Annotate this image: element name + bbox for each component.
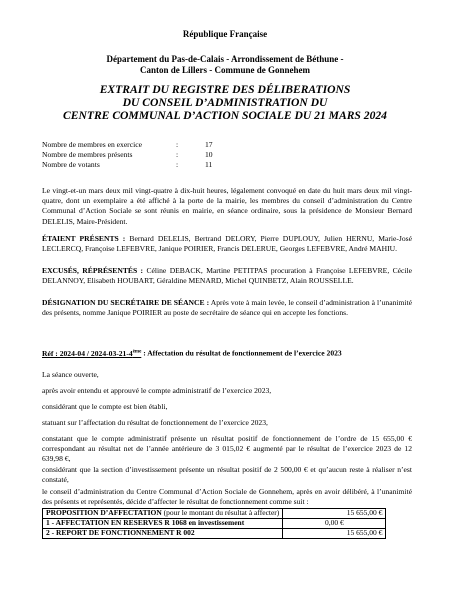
table-header-label: PROPOSITION D’AFFECTATION (pour le montant du résultat à affecter) [43, 509, 283, 519]
table-row-label: 1 - AFFECTATION EN RESERVES R 1068 en investissement [43, 519, 283, 529]
member-counts [42, 140, 262, 172]
body-paragraph: considérant que la section d’investissement présente un résultat positif de 2 500,00 € et qu’aucun reste à réaliser n’est constaté, [42, 465, 412, 485]
table-header-row [43, 509, 386, 519]
body-paragraph: constatant que le compte administratif présente un résultat positif de fonctionnement de l’ordre de 15 655,00 € correspondant au résultat net de l’année antérieure de 3 015,02 € augmenté par le résultat de l’exercice 2023 de 12 639,98 €, [42, 434, 412, 464]
intro-paragraph: Le vingt-et-un mars deux mil vingt-quatre à dix-huit heures, légalement convoqué en date du huit mars deux mil vingt-quatre, dont un exemplaire a été affiché à la porte de la mairie, les membres du conseil d’administration du Centre Communal d’Action Sociale se sont réunis en mairie, en séance ordinaire, sous la présidence de Monsieur Bernard DELELIS, Maire-Président. [42, 186, 412, 226]
allocation-table [42, 508, 386, 539]
count-value: 17 [205, 140, 213, 149]
excuses-paragraph [42, 266, 412, 286]
table-row-label: 2 - REPORT DE FONCTIONNEMENT R 002 [43, 529, 283, 539]
table-row-value: 0,00 € [283, 519, 386, 529]
table-row [43, 529, 386, 539]
presents-list: Bernard DELELIS, Bertrand DELORY, Pierre DUPLOUY, Julien HERNU, Marie-José LECLERCQ, Françoise LEFEBVRE, Janique POIRIER, Francis DELERUE, Georges LEFEBVRE, André MAHIU. [42, 234, 412, 254]
reference-number: Réf : 2024-04 / 2024-03-21-4ème [42, 348, 142, 358]
document-title-line-1: EXTRAIT DU REGISTRE DES DÉLIBERATIONS [99, 83, 351, 96]
count-separator: : [176, 150, 179, 159]
table-header-value: 15 655,00 € [283, 509, 386, 519]
secretary-text: Après vote à main levée, le conseil d’administration à l’unanimité des présents, nomme Janique POIRIER au poste de secrétaire de séance qui en accepte les fonctions. [42, 298, 413, 318]
count-label: Nombre de votants [42, 160, 100, 169]
count-label: Nombre de membres en exercice [42, 140, 142, 149]
secretary-label: DÉSIGNATION DU SECRÉTAIRE DE SÉANCE : [42, 298, 210, 307]
body-paragraph: considérant que le compte est bien établi, [42, 402, 168, 411]
body-paragraph: La séance ouverte, [42, 370, 99, 379]
count-row-presents [42, 150, 262, 160]
count-value: 11 [205, 160, 213, 169]
body-paragraph: statuant sur l’affectation du résultat de fonctionnement de l’exercice 2023, [42, 418, 268, 427]
excuses-list: Céline DEBACK, Martine PETITPAS procuration à Françoise LEFEBVRE, Cécile DELANNOY, Elisabeth HOUBART, Géraldine MENARD, Michel QUINBETZ, Alain ROUSSELLE. [42, 266, 412, 286]
table-row [43, 519, 386, 529]
department-line-2: Canton de Lillers - Commune de Gonnehem [139, 65, 310, 75]
department-line-1: Département du Pas-de-Calais - Arrondissement de Béthune - [106, 54, 344, 64]
republic-heading: République Française [182, 29, 268, 39]
count-row-exercice [42, 140, 262, 150]
count-separator: : [176, 160, 179, 169]
count-value: 10 [205, 150, 213, 159]
body-paragraph: après avoir entendu et approuvé le compte administratif de l’exercice 2023, [42, 386, 272, 395]
excuses-label: EXCUSÉS, RÉPRÉSENTÉS : [42, 266, 144, 275]
reference-title: : Affectation du résultat de fonctionnement de l’exercice 2023 [141, 348, 342, 358]
secretary-paragraph [42, 298, 412, 318]
count-label: Nombre de membres présents [42, 150, 133, 159]
presents-label: ÉTAIENT PRÉSENTS : [42, 234, 126, 243]
table-row-value: 15 655,00 € [283, 529, 386, 539]
deliberation-reference [42, 347, 422, 359]
body-paragraph: le conseil d’administration du Centre Communal d’Action Sociale de Gonnehem, après en avoir délibéré, à l’unanimité des présents et représentés, décide d’affecter le résultat de fonctionnement comme suit : [42, 487, 412, 507]
count-separator: : [176, 140, 179, 149]
document-title-line-2: DU CONSEIL D’ADMINISTRATION DU [122, 96, 328, 109]
count-row-votants [42, 160, 262, 170]
presents-paragraph [42, 234, 412, 254]
document-title-line-3: CENTRE COMMUNAL D’ACTION SOCIALE DU 21 MARS 2024 [63, 109, 387, 122]
